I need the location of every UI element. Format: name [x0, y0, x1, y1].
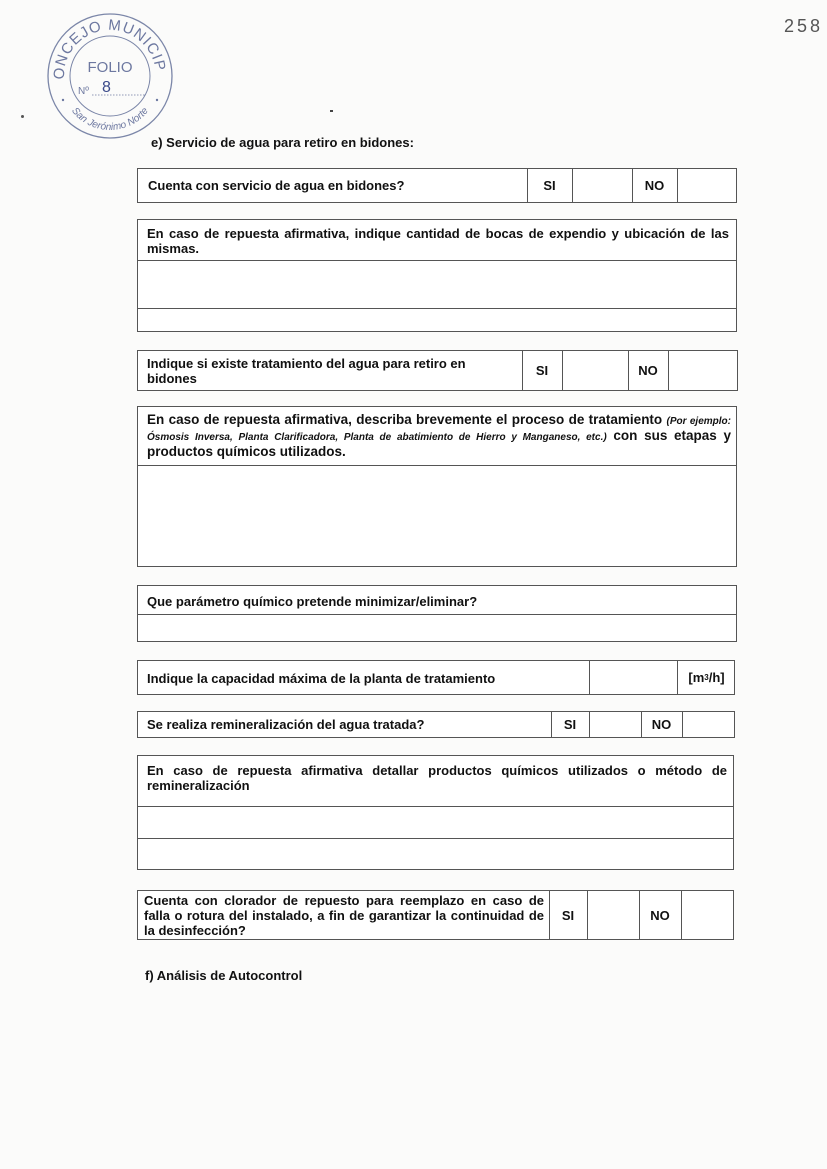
q1-yes-label: SI	[543, 178, 556, 193]
q9-yes-label: SI	[561, 907, 575, 923]
q6-row	[137, 660, 735, 695]
q6-capacity-input[interactable]	[590, 661, 677, 694]
q3-yes-label: SI	[535, 363, 549, 378]
section-e-title: e) Servicio de agua para retiro en bidones:	[151, 135, 414, 150]
scan-mark	[330, 110, 333, 112]
q2-answer-line-1[interactable]	[138, 261, 736, 308]
q9-no-label: NO	[650, 907, 670, 923]
stamp-arc-bottom: San Jerónimo Norte	[69, 105, 151, 134]
q2-label: En caso de repuesta afirmativa, indique cantidad de bocas de expendio y ubicación de las mismas.	[147, 226, 729, 256]
stamp-number-value: 8	[102, 79, 111, 96]
q9-yes-checkbox[interactable]	[588, 891, 639, 939]
q5-label: Que parámetro químico pretende minimizar/eliminar?	[147, 594, 478, 609]
q3-yes-checkbox[interactable]	[563, 351, 628, 390]
q7-row	[137, 711, 735, 738]
q1-label: Cuenta con servicio de agua en bidones?	[148, 178, 405, 193]
q2-answer-line-2[interactable]	[138, 309, 736, 332]
q7-yes-checkbox[interactable]	[590, 712, 641, 737]
q6-unit-exp: 3	[704, 673, 709, 682]
q5-block	[137, 585, 737, 642]
svg-text:San Jerónimo Norte	[69, 105, 151, 133]
stamp-seal-icon	[44, 10, 176, 142]
q6-unit-end: /h]	[708, 670, 725, 685]
q8-answer-line-2[interactable]	[138, 839, 733, 869]
stamp-arc-top: ONCEJO MUNICIP	[50, 16, 169, 80]
scan-mark	[21, 115, 24, 118]
q1-row	[137, 168, 737, 203]
q1-no-checkbox[interactable]	[678, 169, 737, 202]
section-f-title: f) Análisis de Autocontrol	[145, 968, 303, 983]
q8-label: En caso de repuesta afirmativa detallar productos químicos utilizados o método de remineralización	[147, 763, 727, 793]
q1-yes-checkbox[interactable]	[573, 169, 632, 202]
q6-unit-label	[677, 661, 736, 694]
q6-label: Indique la capacidad máxima de la planta de tratamiento	[147, 671, 496, 686]
q7-no-checkbox[interactable]	[683, 712, 736, 737]
q4-block	[137, 406, 737, 567]
q6-unit-base: [m	[688, 670, 705, 685]
q8-answer-line-1[interactable]	[138, 807, 733, 838]
q8-block	[137, 755, 734, 870]
q9-no-checkbox[interactable]	[682, 891, 735, 939]
q4-label	[147, 413, 731, 459]
q3-row	[137, 350, 738, 391]
stamp-number-label: Nº	[78, 86, 89, 97]
q9-row	[137, 890, 734, 940]
q7-yes-label: SI	[563, 717, 577, 732]
q7-label: Se realiza remineralización del agua tratada?	[147, 717, 425, 732]
q4-label-example: (Por ejemplo: Ósmosis Inversa, Planta Clarificadora, Planta de abatimiento de Hierro y Manganeso, etc.)	[147, 416, 731, 443]
q4-label-end: con sus etapas y productos químicos utilizados.	[147, 428, 731, 459]
q3-no-label: NO	[638, 363, 658, 378]
municipal-stamp	[44, 10, 176, 142]
stamp-folio-label: FOLIO	[87, 59, 133, 76]
q4-answer-area[interactable]	[138, 466, 736, 566]
q3-no-checkbox[interactable]	[669, 351, 738, 390]
q5-answer-field[interactable]	[138, 615, 736, 641]
q4-label-start: En caso de repuesta afirmativa, describa brevemente el proceso de tratamiento	[147, 412, 663, 427]
q2-block	[137, 219, 737, 332]
q1-no-label: NO	[644, 178, 665, 193]
q3-label: Indique si existe tratamiento del agua para retiro en bidones	[147, 356, 466, 386]
q9-label: Cuenta con clorador de repuesto para reemplazo en caso de falla o rotura del instalado, a fin de garantizar la continuidad de la desinfección?	[144, 893, 544, 938]
page-number: 258	[784, 16, 824, 36]
q7-no-label: NO	[651, 717, 672, 732]
